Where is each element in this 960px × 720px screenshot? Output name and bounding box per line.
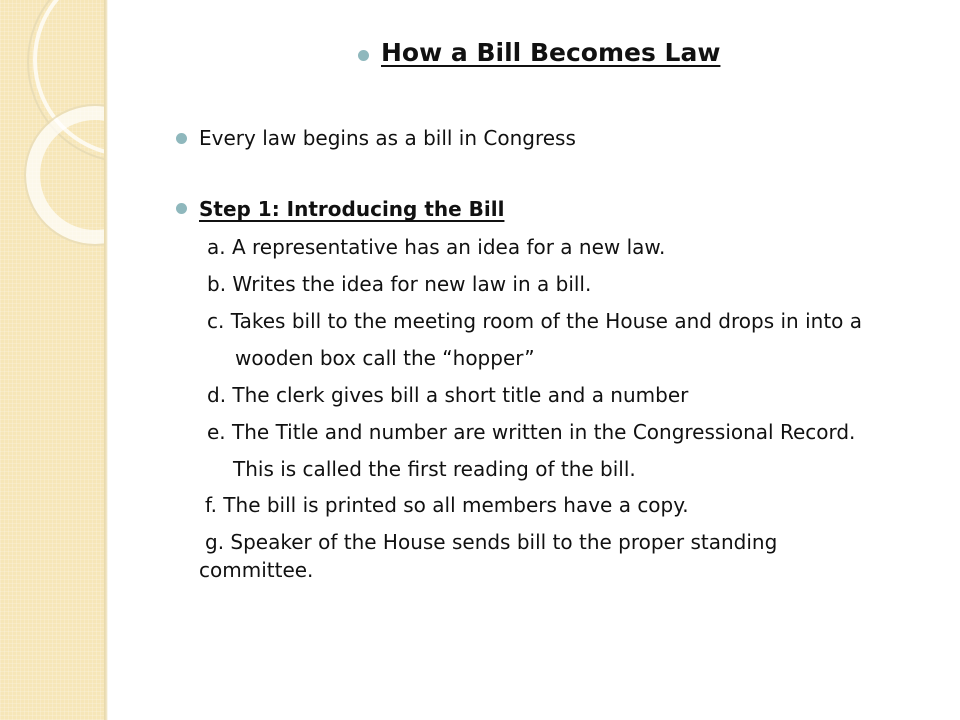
list-item: d. The clerk gives bill a short title and a number — [207, 383, 689, 407]
list-item: This is called the first reading of the bill. — [233, 457, 636, 481]
intro-text: Every law begins as a bill in Congress — [199, 126, 576, 150]
list-item: a. A representative has an idea for a new law. — [207, 235, 666, 259]
list-item: g. Speaker of the House sends bill to the proper standing — [205, 530, 778, 554]
list-item: wooden box call the “hopper” — [235, 346, 535, 370]
list-item: committee. — [199, 558, 314, 582]
step-heading: Step 1: Introducing the Bill — [199, 197, 505, 221]
bullet-icon — [176, 133, 187, 144]
list-item: c. Takes bill to the meeting room of the House and drops in into a — [207, 309, 863, 333]
list-item: b. Writes the idea for new law in a bill. — [207, 272, 592, 296]
list-item: f. The bill is printed so all members have a copy. — [205, 493, 689, 517]
bullet-icon — [176, 203, 187, 214]
bullet-icon — [358, 50, 369, 61]
slide-title: How a Bill Becomes Law — [381, 38, 721, 67]
list-item: e. The Title and number are written in the Congressional Record. — [207, 420, 856, 444]
